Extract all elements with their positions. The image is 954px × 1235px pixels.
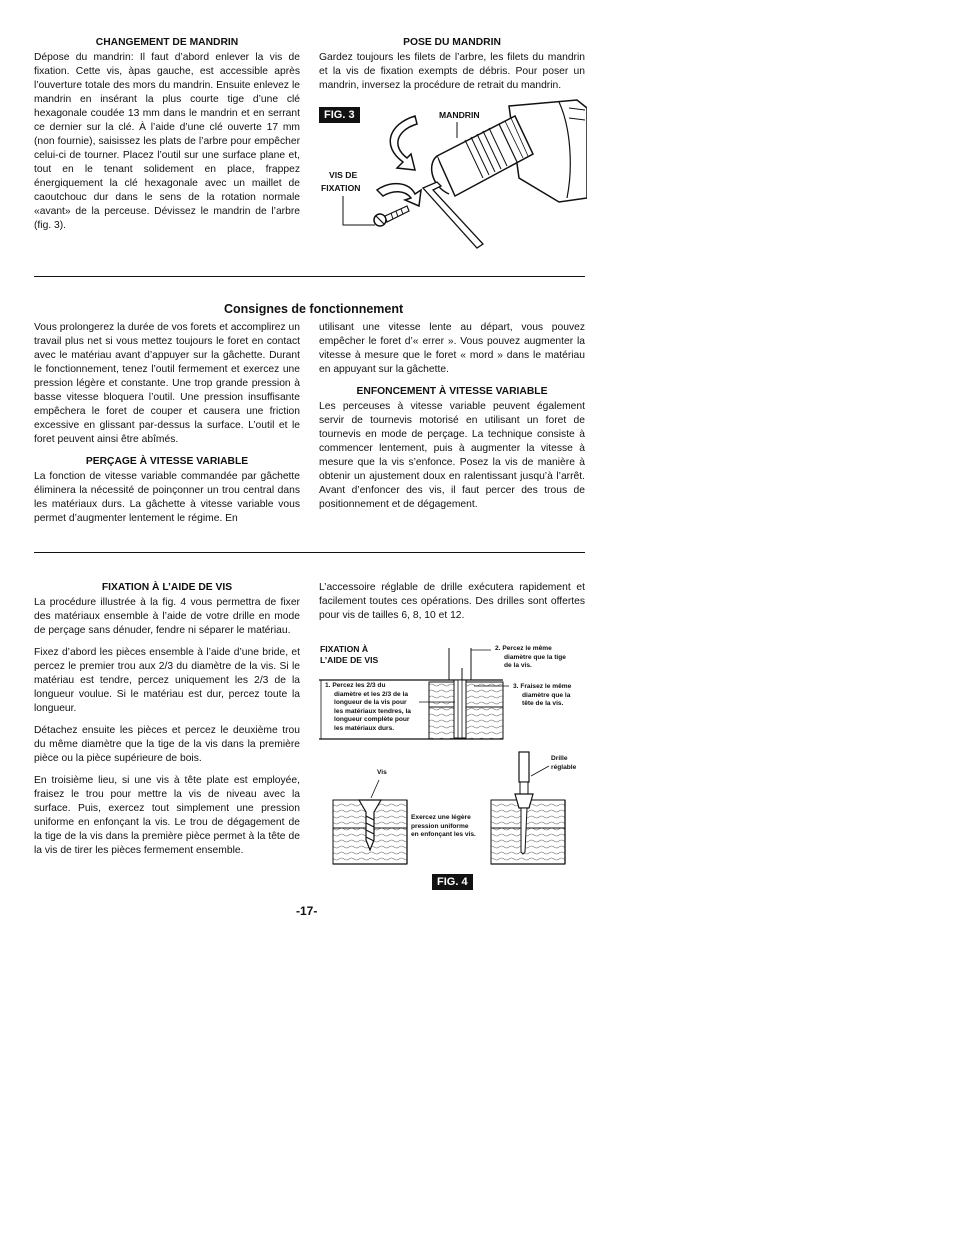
- fixation-p4: En troisième lieu, si une vis à tête plate est employée, fraisez le trou pour mettre la vis de niveau avec la surface. Puis, exercez tout simplement une pression uniforme en enfonçant la vis. Le trou de dégagement de la tige de la vis dans la première pièce permet à la tête de la vis de tirer les pièces fermement ensemble.: [34, 775, 300, 856]
- fig4-step1-line: 1. Percez les 2/3 du: [325, 682, 386, 689]
- pose-section: [319, 36, 585, 101]
- fixation-title: FIXATION À L’AIDE DE VIS: [101, 582, 233, 593]
- fixation-p2: Fixez d’abord les pièces ensemble à l’aide d’une bride, et percez le premier trou aux 2/3 du diamètre de la vis. Si le matériau est tendre, percez uniquement les 2/3 de la longueur voulue. Si le matériau est dur, percez toute la longueur.: [34, 647, 300, 714]
- fig4-step1-line: longueur de la vis pour: [334, 699, 407, 707]
- pose-body: Gardez toujours les filets de l’arbre, les filets du mandrin et la vis de fixation exempts de débris. Pour poser un mandrin, inversez la procédure de retrait du mandrin.: [319, 52, 585, 91]
- fig4-step3-line: tête de la vis.: [522, 700, 564, 708]
- fig4-drille-line: Drille: [551, 755, 568, 762]
- fig4-step3-line: 3. Fraisez le même: [513, 683, 572, 690]
- page-number: -17-: [296, 904, 318, 918]
- fig4-title-2: L’AIDE DE VIS: [320, 655, 379, 665]
- fixation-right-p: L’accessoire réglable de drille exécutera rapidement et facilement toutes ces opérations. Des drilles sont offertes pour vis de tailles 6, 8, 10 et 12.: [319, 582, 585, 621]
- fig4-step2-line: 2. Percez le même: [495, 645, 552, 652]
- fig3-vis-label-2: FIXATION: [321, 183, 361, 193]
- fig4-step1-line: diamètre et les 2/3 de la: [334, 690, 409, 698]
- fig3-label: FIG. 3: [319, 107, 360, 123]
- changement-body: Dépose du mandrin: Il faut d’abord enlever la vis de fixation. Cette vis, àpas gauche, est accessible après l’ouverture totale des mors du mandrin. Ensuite enlevez le mandrin en insérant la plus courte tige d’une clé hexagonale coudée 13 mm dans le mandrin et en serrant ce dernier sur la clé. À l’aide d’une clé ouverte 17 mm (non fournie), saisissez les plats de l’arbre pour empêcher celui-ci de tourner. Placez l’outil sur une surface plane et, tout en le tenant solidement en place, frappez énergiquement la clé hexagonale avec un maillet de caoutchouc dur dans le sens de la rotation normale «avant» de la perceuse. Dévissez le mandrin de l’arbre (fig. 3).: [34, 52, 300, 231]
- fig4-step1-line: les matériaux tendres, la: [334, 707, 411, 715]
- fig4-step1-line: longueur complète pour: [334, 716, 410, 724]
- fig4-step1-line: les matériaux durs.: [334, 724, 395, 732]
- fig4-step3-line: diamètre que la: [522, 691, 571, 699]
- consignes-title: Consignes de fonctionnement: [224, 302, 404, 316]
- changement-title: CHANGEMENT DE MANDRIN: [95, 37, 239, 48]
- consignes-right-column: [319, 321, 585, 520]
- fig4-drawing: [319, 640, 585, 895]
- percage-body: La fonction de vitesse variable commandée par gâchette éliminera la nécessité de poinçonner un trou central dans les matériaux durs. La gâchette à vitesse variable vous permet d’augmenter lentement le régime. En: [34, 471, 300, 524]
- pose-title: POSE DU MANDRIN: [403, 37, 501, 48]
- fixation-left-column: [34, 581, 300, 866]
- fig4-vis-label: Vis: [377, 769, 387, 776]
- fig4-pression-line: en enfonçant les vis.: [411, 831, 476, 839]
- fig3-illustration: [319, 98, 587, 256]
- fig4-label: FIG. 4: [432, 874, 473, 890]
- divider-2: [34, 552, 585, 553]
- fig4-drille-line: réglable: [551, 763, 577, 771]
- fig3-mandrin-label: MANDRIN: [439, 110, 480, 120]
- fixation-p3: Détachez ensuite les pièces et percez le deuxième trou du même diamètre que la tige de la vis dans la première pièce ou la pièce supérieure de bois.: [34, 725, 300, 764]
- percage-title: PERÇAGE À VITESSE VARIABLE: [85, 456, 249, 467]
- fig4-illustration: [319, 640, 585, 895]
- consignes-left-body: Vous prolongerez la durée de vos forets et accomplirez un travail plus net si vous mettez toujours le foret en contact avec le matériau avant d’appuyer sur la gâchette. Durant le fonctionnement, tenez l’outil fermement et exercez une pression légère et constante. Une trop grande pression à basse vitesse bloquera l’outil. Une pression insuffisante empêchera le foret de couper et causera une friction excessive en glissant par-dessus la surface. L’outil et le foret peuvent ainsi être abîmés.: [34, 322, 300, 445]
- fig4-step2-line: de la vis.: [504, 662, 532, 670]
- fixation-p1: La procédure illustrée à la fig. 4 vous permettra de fixer des matériaux ensemble à l’aide de votre drille en mode de perçage sans dénuder, fendre ni séparer le matériau.: [34, 597, 300, 636]
- enfoncement-title: ENFONCEMENT À VITESSE VARIABLE: [356, 386, 548, 397]
- fig4-pression-line: Exercez une légère: [411, 814, 471, 821]
- fixation-right-column: [319, 581, 585, 631]
- consignes-left-column: [34, 321, 300, 534]
- fig4-title-1: FIXATION À: [320, 644, 369, 654]
- fig4-step2-line: diamètre que la tige: [504, 653, 566, 661]
- enfoncement-body: Les perceuses à vitesse variable peuvent également servir de tournevis motorisé en utilisant un foret de tournevis en mode de perçage. La technique consiste à commencer lentement, puis à augmenter la vitesse à mesure que la vis s’enfonce. Posez la vis de manière à obtenir un ajustement doux en ralentissant jusqu’à l’arrêt. Avant d’enfoncer des vis, il faut percer des trous de positionnement et de dégagement.: [319, 401, 585, 510]
- consignes-right-body: utilisant une vitesse lente au départ, vous pouvez empêcher le foret d’« errer ». Vous pouvez augmenter la vitesse à mesure que le foret « mord » dans le matériau en appuyant sur la gâchette.: [319, 322, 585, 375]
- divider-1: [34, 276, 585, 277]
- fig3-vis-label-1: VIS DE: [329, 170, 358, 180]
- fig3-drawing: [319, 98, 587, 256]
- fig4-pression-line: pression uniforme: [411, 822, 469, 830]
- changement-section: [34, 36, 300, 241]
